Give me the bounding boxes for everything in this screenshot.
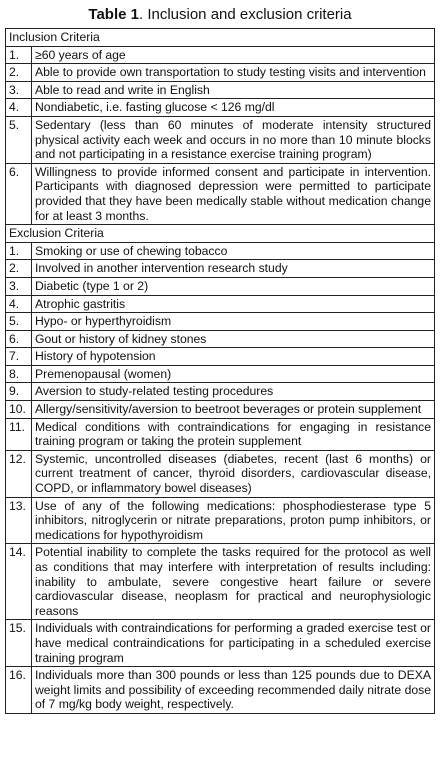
criterion-number: 16.: [6, 667, 32, 714]
inclusion-criterion-row: [6, 99, 435, 117]
exclusion-header: Exclusion Criteria: [6, 225, 435, 243]
exclusion-criterion-row: [6, 418, 435, 450]
criterion-text: Individuals with contraindications for performing a graded exercise test or have medical contraindications for participating in a scheduled exercise training program: [32, 620, 435, 667]
criterion-number: 8.: [6, 365, 32, 383]
criterion-text: Premenopausal (women): [32, 365, 435, 383]
exclusion-criterion-row: [6, 242, 435, 260]
inclusion-criterion-row: [6, 163, 435, 224]
criterion-text: Able to provide own transportation to study testing visits and intervention: [32, 64, 435, 82]
exclusion-criterion-row: [6, 450, 435, 497]
criterion-text: Atrophic gastritis: [32, 295, 435, 313]
criterion-text: ≥60 years of age: [32, 46, 435, 64]
exclusion-criterion-row: [6, 330, 435, 348]
inclusion-header-row: [6, 29, 435, 47]
criterion-number: 2.: [6, 260, 32, 278]
exclusion-criterion-row: [6, 620, 435, 667]
table-caption-label: Table 1: [88, 6, 139, 23]
criterion-number: 12.: [6, 450, 32, 497]
criterion-number: 5.: [6, 116, 32, 163]
criterion-number: 5.: [6, 313, 32, 331]
criterion-text: Smoking or use of chewing tobacco: [32, 242, 435, 260]
criterion-text: Potential inability to complete the tasks required for the protocol as well as conditions that may interfere with interpretation of results including: inability to ambulate, severe congestive heart failure or severe cardiovascular disease, neoplasm for practical and neurophysiologic reasons: [32, 544, 435, 620]
criterion-text: Gout or history of kidney stones: [32, 330, 435, 348]
criterion-text: Individuals more than 300 pounds or less than 125 pounds due to DEXA weight limits and possibility of exceeding recommended daily nitrate dose of 7 mg/kg body weight, respectively.: [32, 667, 435, 714]
inclusion-criterion-row: [6, 81, 435, 99]
criterion-text: Nondiabetic, i.e. fasting glucose < 126 mg/dl: [32, 99, 435, 117]
criterion-number: 4.: [6, 99, 32, 117]
criterion-text: History of hypotension: [32, 348, 435, 366]
criterion-number: 4.: [6, 295, 32, 313]
criterion-number: 7.: [6, 348, 32, 366]
exclusion-criterion-row: [6, 497, 435, 544]
criterion-text: Hypo- or hyperthyroidism: [32, 313, 435, 331]
criterion-text: Use of any of the following medications: phosphodiesterase type 5 inhibitors, nitroglycerin or nitrate preparations, proton pump inhibitors, or medications for hypothyroidism: [32, 497, 435, 544]
criterion-number: 11.: [6, 418, 32, 450]
exclusion-criterion-row: [6, 277, 435, 295]
inclusion-header: Inclusion Criteria: [6, 29, 435, 47]
exclusion-criterion-row: [6, 667, 435, 714]
criterion-number: 6.: [6, 163, 32, 224]
criterion-number: 14.: [6, 544, 32, 620]
criterion-number: 13.: [6, 497, 32, 544]
criterion-number: 6.: [6, 330, 32, 348]
inclusion-criterion-row: [6, 64, 435, 82]
criterion-text: Medical conditions with contraindications for engaging in resistance training program or taking the protein supplement: [32, 418, 435, 450]
exclusion-criterion-row: [6, 544, 435, 620]
exclusion-criterion-row: [6, 348, 435, 366]
exclusion-criterion-row: [6, 401, 435, 419]
criterion-number: 9.: [6, 383, 32, 401]
criterion-text: Allergy/sensitivity/aversion to beetroot beverages or protein supplement: [32, 401, 435, 419]
exclusion-criterion-row: [6, 365, 435, 383]
criterion-text: Aversion to study-related testing procedures: [32, 383, 435, 401]
inclusion-criterion-row: [6, 46, 435, 64]
exclusion-criterion-row: [6, 260, 435, 278]
criterion-number: 15.: [6, 620, 32, 667]
criterion-text: Sedentary (less than 60 minutes of moderate intensity structured physical activity each week and occurs in no more than 10 minute blocks and not participating in a resistance exercise training program): [32, 116, 435, 163]
criterion-number: 2.: [6, 64, 32, 82]
exclusion-criterion-row: [6, 313, 435, 331]
criteria-table: [5, 28, 435, 714]
criterion-number: 1.: [6, 46, 32, 64]
criterion-text: Systemic, uncontrolled diseases (diabetes, recent (last 6 months) or current treatment of cancer, thyroid disorders, cardiovascular disease, COPD, or inflammatory bowel diseases): [32, 450, 435, 497]
criterion-text: Willingness to provide informed consent and participate in intervention. Participants with diagnosed depression were permitted to participate provided that they have been medically stable without medication change for at least 3 months.: [32, 163, 435, 224]
table-caption: [0, 2, 440, 28]
inclusion-criterion-row: [6, 116, 435, 163]
exclusion-criterion-row: [6, 295, 435, 313]
criterion-number: 10.: [6, 401, 32, 419]
criterion-number: 3.: [6, 81, 32, 99]
table-caption-text: . Inclusion and exclusion criteria: [138, 6, 352, 23]
criterion-text: Able to read and write in English: [32, 81, 435, 99]
criterion-text: Involved in another intervention research study: [32, 260, 435, 278]
exclusion-criterion-row: [6, 383, 435, 401]
criterion-number: 1.: [6, 242, 32, 260]
criterion-text: Diabetic (type 1 or 2): [32, 277, 435, 295]
exclusion-header-row: [6, 225, 435, 243]
criterion-number: 3.: [6, 277, 32, 295]
